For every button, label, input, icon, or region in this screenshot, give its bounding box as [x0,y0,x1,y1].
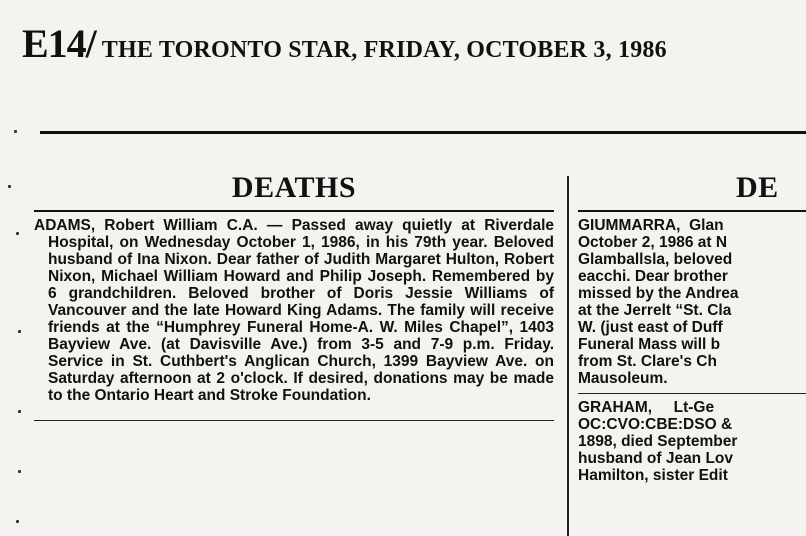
notice-line: OC:CVO:CBE:DSO & [578,416,733,433]
notice-line: 1898, died September [578,433,738,450]
notice-name: ADAMS, Robert William C.A. [34,217,258,234]
notice-line: missed by the Andrea [578,285,739,302]
notice-line: from St. Clare's Ch [578,353,717,370]
notice-line: Lt-Ge [673,399,715,416]
notice-line: Mausoleum. [578,370,668,387]
death-notice-graham [578,399,806,484]
column-divider [567,176,569,536]
notice-line: husband of Jean Lov [578,450,734,467]
notice-line: W. (just east of Duff [578,319,723,336]
scan-speck [18,410,21,413]
death-notice-adams [34,217,554,404]
publication-line: THE TORONTO STAR, FRIDAY, OCTOBER 3, 1986 [101,37,667,63]
page-number: E14/ [22,21,96,66]
scan-speck [8,185,11,188]
notice-line: Glamballsla, beloved [578,251,733,268]
section-title: DEATHS [231,171,357,204]
scan-speck [18,470,21,473]
top-rule [40,131,806,134]
notice-name: GRAHAM, [578,399,653,416]
deaths-column-right [578,168,806,484]
notice-line: Glan [689,217,724,234]
notice-line: eacchi. Dear brother [578,268,728,285]
scan-speck [14,130,17,133]
masthead [22,20,667,67]
notice-line: October 2, 1986 at N [578,234,728,251]
entry-divider [34,420,554,421]
section-title-right: DE [736,171,779,204]
scan-speck [16,520,19,523]
notice-text: — Passed away quietly at Riverdale Hospital, on Wednesday October 1, 1986, in his 79th year. Beloved husband of Ina Nixon. Dear father of Judith Margaret Hulton, Robert Nixon, Michael William Howard and Philip Joseph. Remembered by 6 grandchildren. Beloved brother of Doris Jessie Williams of Vancouver and the late Howard King Adams. The family will receive friends at the “Humphrey Funeral Home-A. W. Miles Chapel”, 1403 Bayview Ave. (at Davisville Ave.) from 3-5 and 7-9 p.m. Friday. Service in St. Cuthbert's Anglican Church, 1399 Bayview Ave. on Saturday afternoon at 2 o'clock. If desired, donations may be made to the Ontario Heart and Stroke Foundation. [48,217,554,404]
deaths-column-left [34,168,554,421]
section-rule-right [578,210,806,212]
notice-line: Hamilton, sister Edit [578,467,728,484]
notice-name: GIUMMARRA, [578,217,681,234]
notice-line: at the Jerrelt “St. Cla [578,302,732,319]
scan-speck [18,330,21,333]
death-notice-giummarra [578,217,806,387]
entry-divider [578,393,806,394]
section-rule [34,210,554,212]
scan-speck [16,232,19,235]
notice-line: Funeral Mass will b [578,336,721,353]
